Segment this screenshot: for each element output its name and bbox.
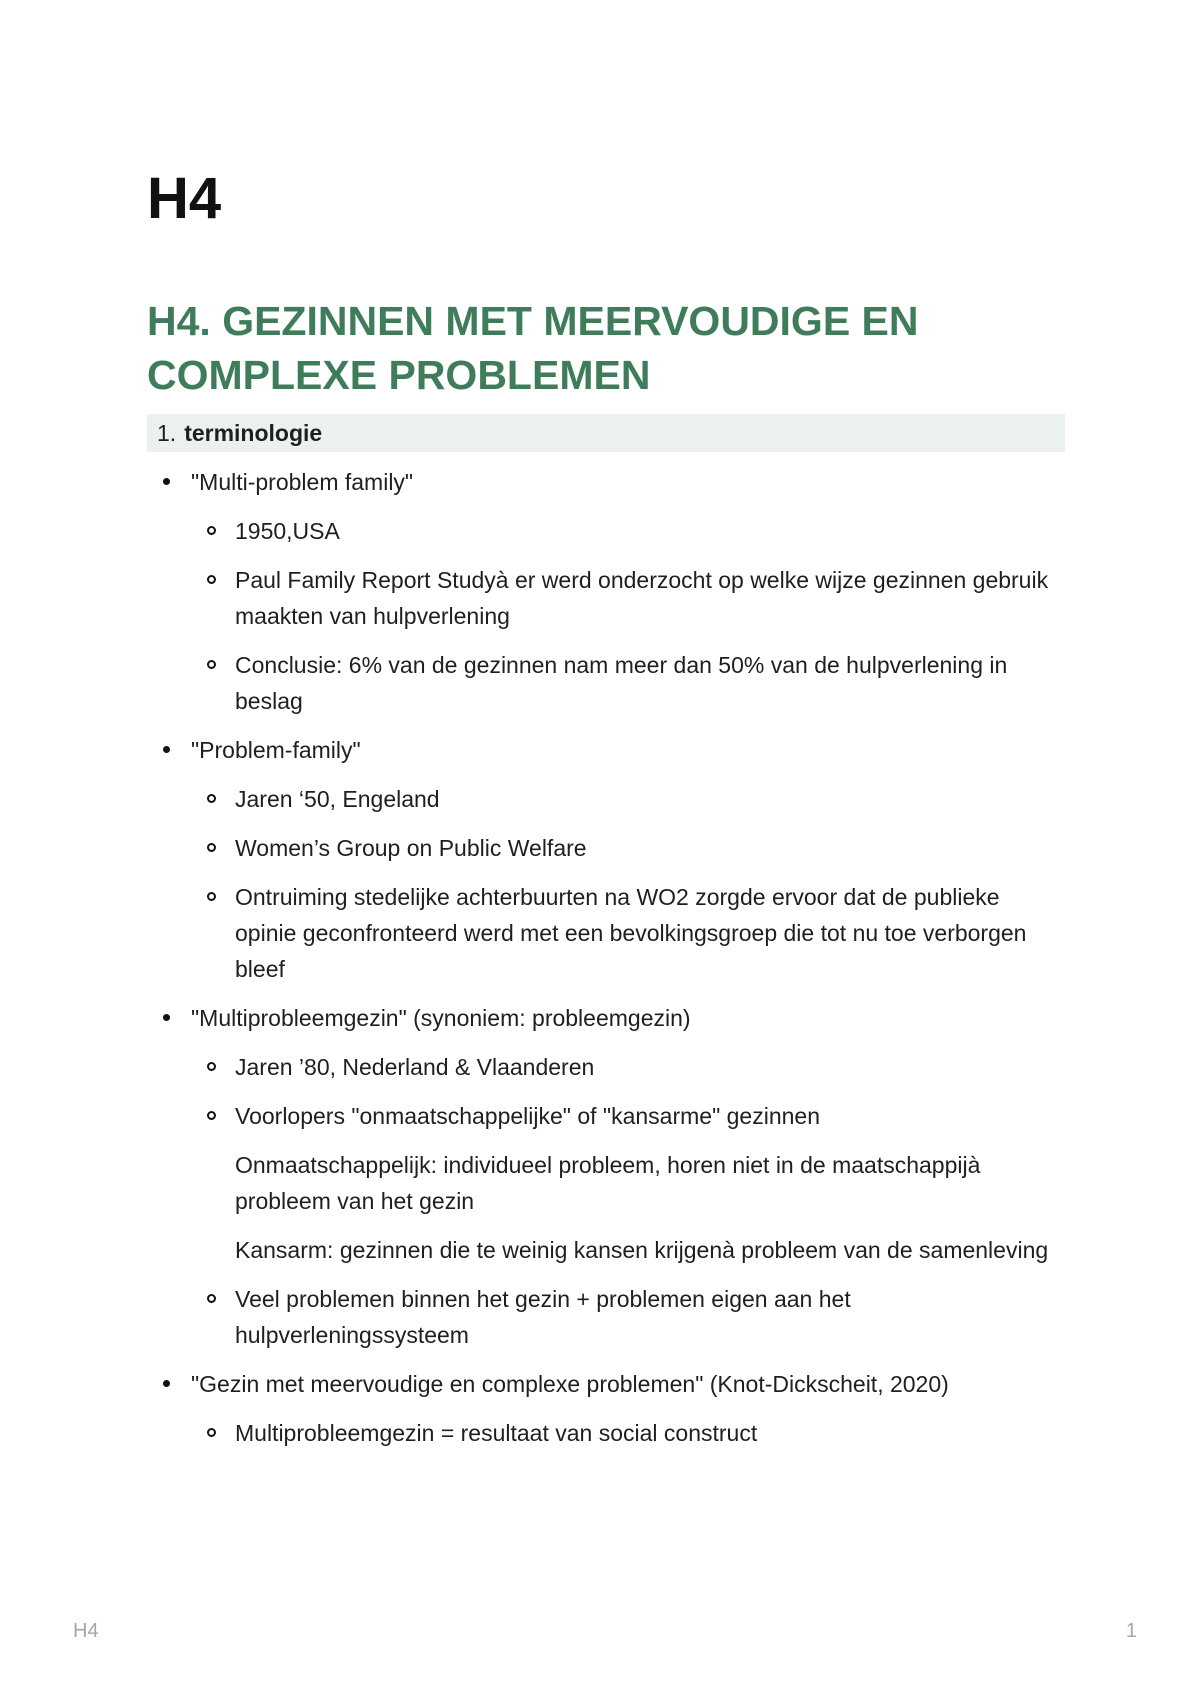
list-item (147, 730, 1065, 998)
sub-list-item-text: Women’s Group on Public Welfare (235, 835, 587, 861)
sub-list-item (191, 1047, 1065, 1096)
bullet-list (147, 462, 1065, 1462)
bullet-circle-icon (207, 794, 216, 803)
sub-list-item (191, 1413, 1065, 1462)
list-item-text: "Problem-family" (191, 737, 361, 763)
sub-list-item (191, 511, 1065, 560)
bullet-circle-icon (207, 1294, 216, 1303)
sub-list-item-text: Jaren ‘50, Engeland (235, 786, 440, 812)
bullet-dot-icon (163, 1014, 170, 1021)
sub-list-item (191, 779, 1065, 828)
sub-list (191, 1413, 1065, 1462)
section-heading (147, 414, 1065, 452)
bullet-circle-icon (207, 1062, 216, 1071)
bullet-circle-icon (207, 892, 216, 901)
bullet-circle-icon (207, 843, 216, 852)
list-item (147, 1364, 1065, 1462)
bullet-circle-icon (207, 526, 216, 535)
note-paragraph: Kansarm: gezinnen die te weinig kansen krijgenà probleem van de samenleving (235, 1237, 1049, 1263)
bullet-dot-icon (163, 1380, 170, 1387)
list-item-text: "Multiprobleemgezin" (synoniem: probleemgezin) (191, 1005, 691, 1031)
list-item-text: "Multi-problem family" (191, 469, 414, 495)
bullet-dot-icon (163, 746, 170, 753)
chapter-heading: H4. GEZINNEN MET MEERVOUDIGE EN COMPLEXE PROBLEMEN (147, 298, 919, 398)
sub-list-item-text: Voorlopers "onmaatschappelijke" of "kansarme" gezinnen (235, 1103, 820, 1129)
page-title: H4 (147, 166, 222, 231)
sub-list-item-text: Paul Family Report Studyà er werd onderzocht op welke wijze gezinnen gebruik maakten van hulpverlening (235, 567, 1049, 629)
sub-list (191, 779, 1065, 998)
sub-list-item (191, 645, 1065, 730)
section-number: 1. (157, 420, 177, 446)
sub-list-item (191, 828, 1065, 877)
sub-list-item-text: Multiprobleemgezin = resultaat van social construct (235, 1420, 758, 1446)
sub-list-item-text: Veel problemen binnen het gezin + problemen eigen aan het hulpverleningssysteem (235, 1286, 851, 1348)
bullet-circle-icon (207, 1111, 216, 1120)
sub-list-item-text: Jaren ’80, Nederland & Vlaanderen (235, 1054, 595, 1080)
footer-title: H4 (73, 1620, 99, 1642)
sub-list-item-text: Conclusie: 6% van de gezinnen nam meer dan 50% van de hulpverlening in beslag (235, 652, 1008, 714)
sub-list (191, 1047, 1065, 1145)
note-paragraph: Onmaatschappelijk: individueel probleem, horen niet in de maatschappijà probleem van het gezin (235, 1152, 981, 1214)
sub-list-item (191, 1096, 1065, 1145)
list-item (147, 462, 1065, 730)
sub-list-item-text: 1950,USA (235, 518, 340, 544)
bullet-dot-icon (163, 478, 170, 485)
sub-list-item (191, 1279, 1065, 1364)
bullet-circle-icon (207, 1428, 216, 1437)
sub-list (191, 1279, 1065, 1364)
list-item-text: "Gezin met meervoudige en complexe problemen" (Knot-Dickscheit, 2020) (191, 1371, 949, 1397)
sub-list (191, 511, 1065, 730)
section-label: terminologie (184, 420, 323, 446)
sub-list-item-text: Ontruiming stedelijke achterbuurten na WO2 zorgde ervoor dat de publieke opinie geconfronteerd werd met een bevolkingsgroep die tot nu toe verborgen bleef (235, 884, 1027, 982)
sub-list-item (191, 877, 1065, 998)
content-body (147, 414, 1065, 1462)
list-item (147, 998, 1065, 1364)
bullet-circle-icon (207, 575, 216, 584)
sub-list-item (191, 560, 1065, 645)
page-number: 1 (1125, 1620, 1137, 1642)
bullet-circle-icon (207, 660, 216, 669)
